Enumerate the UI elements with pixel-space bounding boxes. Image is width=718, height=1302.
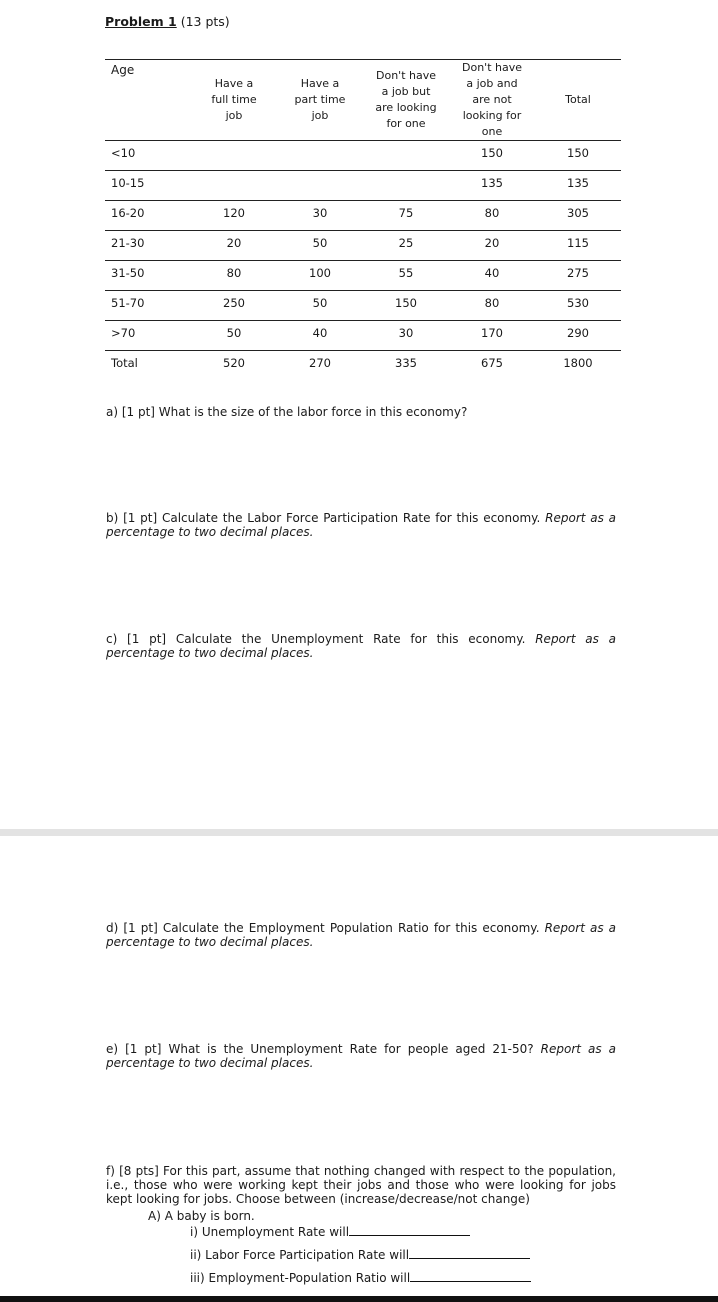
value-cell: 250 [223,296,245,310]
total-cell: 150 [567,146,589,160]
age-cell: 51-70 [111,296,145,310]
question-f-item-2 [190,1247,530,1262]
age-cell: <10 [111,146,136,160]
problem-title [105,14,230,29]
total-cell: 290 [567,326,589,340]
value-cell: 75 [398,206,414,220]
employment-table [105,59,621,381]
question-d-note: Report as a percentage to two decimal places. [106,921,617,949]
table-row [105,261,621,291]
age-cell: 31-50 [111,266,145,280]
value-cell: 55 [398,266,414,280]
table-row [105,171,621,201]
value-cell [191,171,277,201]
value-cell: 80 [484,206,500,220]
question-d-text: d) [1 pt] Calculate the Employment Population Ratio for this economy. [106,921,545,935]
total-cell: 135 [567,176,589,190]
header-part-time: Have a part time job [294,77,346,122]
question-c [106,632,616,660]
value-cell [277,171,363,201]
total-cell: 530 [567,296,589,310]
page-divider [0,829,718,836]
item-label: ii) Labor Force Participation Rate will [190,1248,410,1262]
question-f-scenario: A) A baby is born. [148,1209,255,1223]
value-cell: 30 [398,326,414,340]
problem-points: (13 pts) [180,14,230,29]
question-d [106,921,616,949]
total-cell: 305 [567,206,589,220]
question-f-item-1 [190,1224,470,1239]
age-cell: 16-20 [111,206,145,220]
question-b [106,511,616,539]
value-cell: 150 [481,146,503,160]
question-f-text: f) [8 pts] For this part, assume that nothing changed with respect to the population, i.e., those who were working kept their jobs and those who were looking for jobs kept looking for jobs. Choose between (increase/decrease/not change) [106,1164,616,1206]
table-row [105,141,621,171]
question-f [106,1164,616,1206]
header-unemployed-looking: Don't have a job but are looking for one [375,69,437,130]
answer-blank[interactable] [410,1270,531,1282]
item-label: iii) Employment-Population Ratio will [190,1271,411,1285]
question-e-note: Report as a percentage to two decimal places. [106,1042,617,1070]
value-cell: 40 [484,266,500,280]
value-cell: 20 [484,236,500,250]
total-cell: 1800 [563,356,593,370]
value-cell: 80 [484,296,500,310]
question-a-text: a) [1 pt] What is the size of the labor force in this economy? [106,405,468,419]
value-cell: 135 [481,176,503,190]
question-b-text: b) [1 pt] Calculate the Labor Force Participation Rate for this economy. [106,511,546,525]
age-cell: 10-15 [111,176,145,190]
bottom-bar [0,1296,718,1302]
total-cell: 115 [567,236,589,250]
value-cell: 50 [312,236,328,250]
table-row [105,231,621,261]
question-b-note: Report as a percentage to two decimal places. [106,511,616,539]
age-cell: >70 [111,326,136,340]
value-cell: 40 [312,326,328,340]
table-header-row [105,60,621,141]
value-cell [363,171,449,201]
value-cell [191,141,277,171]
question-a [106,405,616,419]
answer-blank[interactable] [349,1224,470,1236]
question-e [106,1042,616,1070]
header-not-looking: Don't have a job and are not looking for one [462,61,522,138]
table-total-row [105,351,621,381]
question-c-text: c) [1 pt] Calculate the Unemployment Rate for this economy. [106,632,536,646]
table-row [105,291,621,321]
age-cell: 21-30 [111,236,145,250]
table-row [105,321,621,351]
value-cell: 335 [395,356,417,370]
item-label: i) Unemployment Rate will [190,1225,350,1239]
header-age: Age [111,63,135,77]
value-cell [363,141,449,171]
value-cell [277,141,363,171]
question-c-note: Report as a percentage to two decimal places. [106,632,617,660]
value-cell: 100 [309,266,331,280]
value-cell: 150 [395,296,417,310]
value-cell: 30 [312,206,328,220]
age-cell: Total [111,356,138,370]
table-row [105,201,621,231]
value-cell: 520 [223,356,245,370]
header-total: Total [565,93,591,106]
total-cell: 275 [567,266,589,280]
value-cell: 80 [226,266,242,280]
value-cell: 675 [481,356,503,370]
header-full-time: Have a full time job [211,77,257,122]
value-cell: 25 [398,236,414,250]
question-e-text: e) [1 pt] What is the Unemployment Rate for people aged 21-50? [106,1042,541,1056]
question-f-item-3 [190,1270,531,1285]
problem-heading: Problem 1 [105,14,177,29]
value-cell: 120 [223,206,245,220]
value-cell: 170 [481,326,503,340]
value-cell: 50 [226,326,242,340]
value-cell: 50 [312,296,328,310]
answer-blank[interactable] [409,1247,530,1259]
value-cell: 270 [309,356,331,370]
value-cell: 20 [226,236,242,250]
